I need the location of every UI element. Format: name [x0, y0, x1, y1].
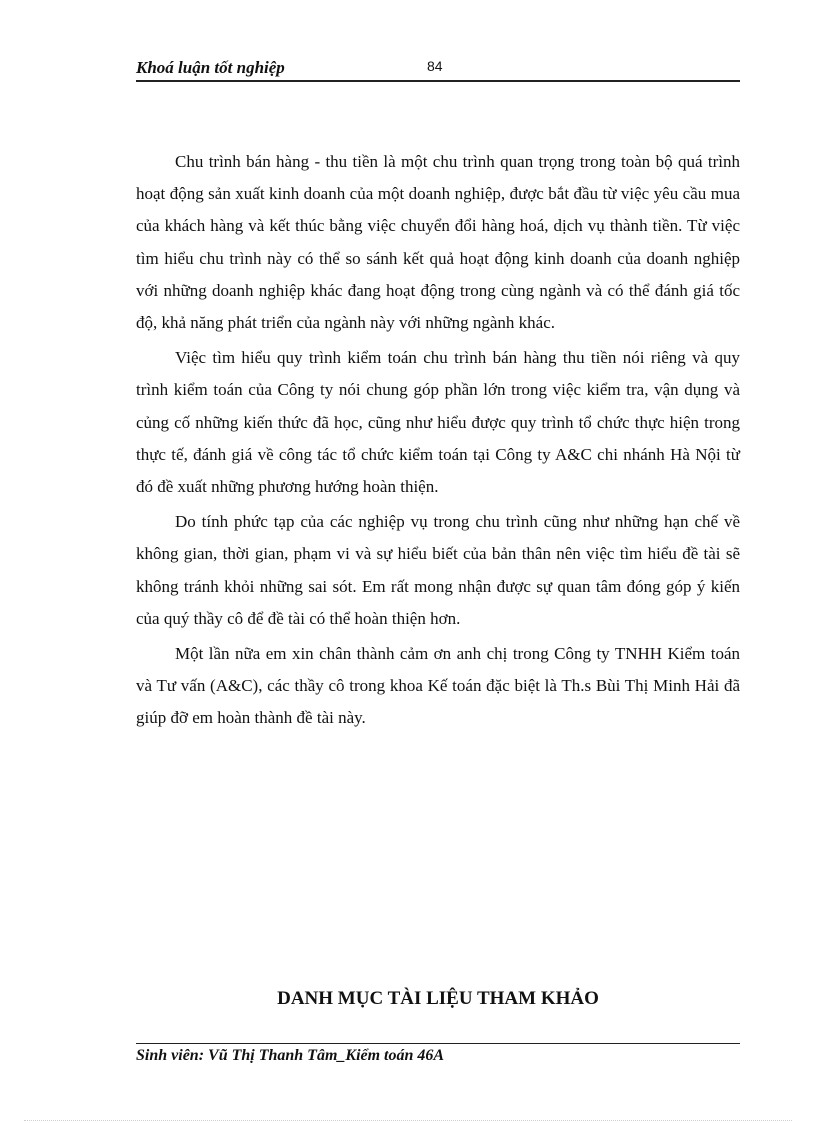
paragraph-2: Việc tìm hiểu quy trình kiểm toán chu trình bán hàng thu tiền nói riêng và quy trình kiểm toán của Công ty nói chung góp phần lớn trong việc kiểm tra, vận dụng và củng cố những kiến thức đã học, cũng như hiểu được quy trình tổ chức thực hiện trong thực tế, đánh giá về công tác tổ chức kiểm toán tại Công ty A&C chi nhánh Hà Nội từ đó đề xuất những phương hướng hoàn thiện.	[136, 348, 740, 497]
page-edge-divider	[24, 1120, 792, 1121]
page-number: 84	[427, 58, 443, 74]
paragraph-4: Một lần nữa em xin chân thành cảm ơn anh chị trong Công ty TNHH Kiểm toán và Tư vấn (A&C), các thầy cô trong khoa Kế toán đặc biệt là Th.s Bùi Thị Minh Hải đã giúp đỡ em hoàn thành đề tài này.	[136, 644, 740, 728]
paragraph-1: Chu trình bán hàng - thu tiền là một chu trình quan trọng trong toàn bộ quá trình hoạt động sản xuất kinh doanh của một doanh nghiệp, được bắt đầu từ việc yêu cầu mua của khách hàng và kết thúc bằng việc chuyển đổi hàng hoá, dịch vụ thành tiền. Từ việc tìm hiểu chu trình này có thể so sánh kết quả hoạt động kinh doanh của doanh nghiệp với những doanh nghiệp khác đang hoạt động trong cùng ngành và có thể đánh giá tốc độ, khả năng phát triển của ngành này với những ngành khác.	[136, 152, 740, 333]
paragraph-3: Do tính phức tạp của các nghiệp vụ trong chu trình cũng như những hạn chế về không gian, thời gian, phạm vi và sự hiểu biết của bản thân nên việc tìm hiểu đề tài sẽ không tránh khỏi những sai sót. Em rất mong nhận được sự quan tâm đóng góp ý kiến của quý thầy cô để đề tài có thể hoàn thiện hơn.	[136, 512, 740, 628]
page-header	[136, 56, 740, 82]
header-title: Khoá luận tốt nghiệp	[136, 58, 285, 77]
section-heading: DANH MỤC TÀI LIỆU THAM KHẢO	[277, 988, 599, 1009]
page-footer	[136, 1043, 740, 1065]
footer-author: Sinh viên: Vũ Thị Thanh Tâm_Kiểm toán 46A	[136, 1047, 445, 1064]
body-text	[136, 146, 740, 738]
